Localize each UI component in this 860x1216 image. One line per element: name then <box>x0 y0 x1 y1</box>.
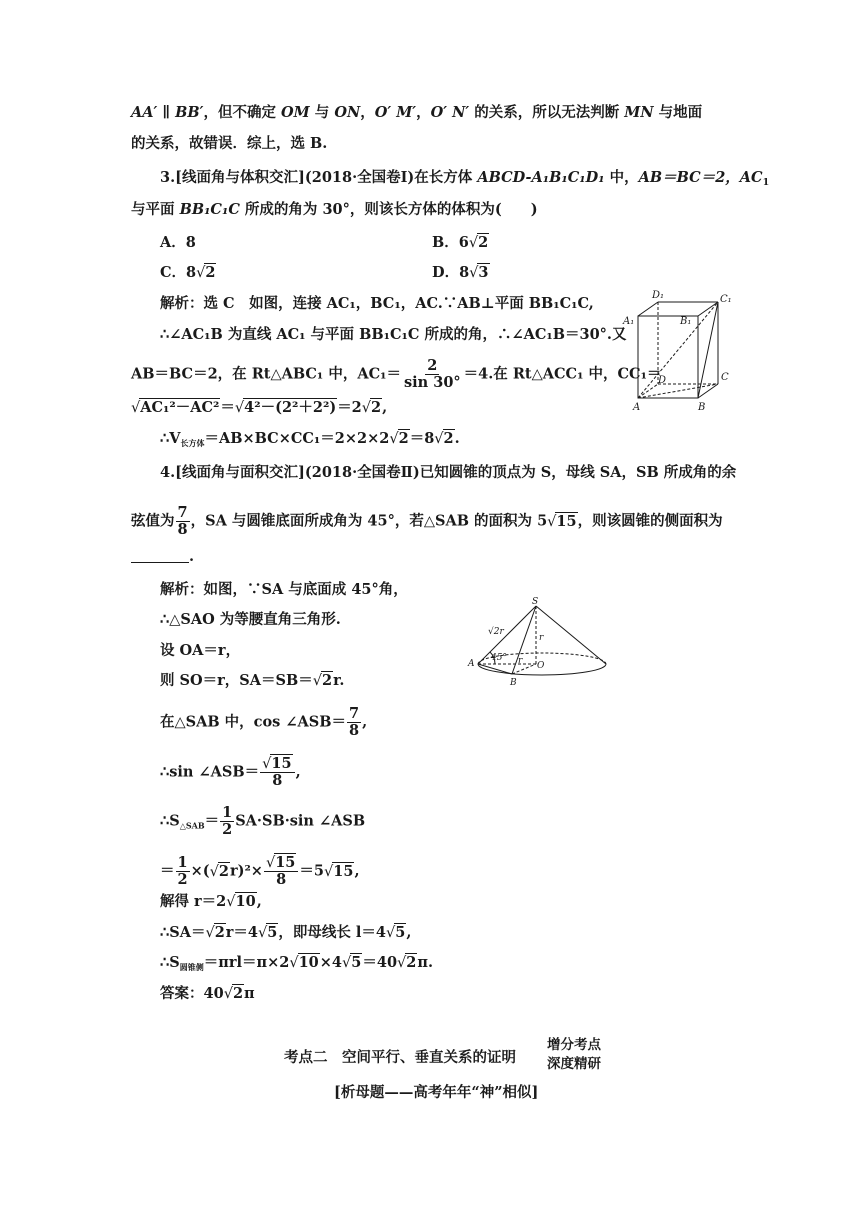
text-line-2: 的关系，故错误．综上，选 B. <box>131 135 328 152</box>
q3-solution-line-4: √ AC₁²－AC²＝√ 4²－(2²＋2²)＝2√ 2, <box>131 398 387 418</box>
label-o: O <box>537 661 545 671</box>
label-b1: B₁ <box>680 316 692 327</box>
chord-ab <box>478 664 512 674</box>
q3-solution-line-3: AB＝BC＝2，在 Rt△ABC₁ 中，AC₁＝ $\frac{2}{\sin 30^\circ}$ ＝4.在 Rt△ACC₁ 中，CC₁＝ <box>131 357 662 391</box>
q4-solution-line-6: ∴sin ∠ASB＝ √ $\frac{15}{8}$ , <box>160 756 301 789</box>
generatrix-right <box>536 606 606 664</box>
subheading: [析母题——高考年年“神”相似] <box>334 1084 539 1101</box>
label-s: S <box>532 597 539 607</box>
q3-solution-line-1: 解析：选 C 如图，连接 AC₁，BC₁，AC.∵AB⊥平面 BB₁C₁C, <box>160 295 594 312</box>
q4-stem-line-2: 弦值为 $\frac{7}{8}$ ，SA 与圆锥底面所成角为 45°，若△SAB 的面积为 5√ 15，则该圆锥的侧面积为 <box>131 505 723 538</box>
edge-b1c1 <box>698 302 718 316</box>
cone-figure <box>466 598 616 688</box>
q4-solution-line-9: 解得 r＝2√ 10, <box>160 892 262 912</box>
q4-answer: 答案：40√ 2π <box>160 984 255 1004</box>
label-d: D <box>658 375 667 386</box>
answer-blank <box>131 548 189 563</box>
q4-solution-line-1: 解析：如图，∵SA 与底面成 45°角， <box>160 581 408 598</box>
q3-option-a: A．8 <box>160 234 196 251</box>
q3-solution-line-5: $\therefore V_{长方体}=AB\times BC\times CC_1=2\times 2\times 2√$ 2＝8√ 2. <box>160 429 460 453</box>
edge-a1d1 <box>638 302 658 316</box>
label-a: A <box>468 659 475 669</box>
q4-solution-line-4: 则 SO＝r，SA＝SB＝√ 2r. <box>160 671 344 691</box>
q3-option-b: B．6√ 2 <box>432 233 489 253</box>
diagonal-ac-hidden <box>638 384 718 398</box>
label-a1: A₁ <box>623 316 635 327</box>
q4-solution-line-7: $\therefore S_{\triangle SAB}=$ $\frac{1}{2}$ SA·SB·sin ∠ASB <box>160 804 366 838</box>
label-r: r <box>539 633 544 643</box>
q3-stem-line-2: 与平面 BB₁C₁C 所成的角为 30°，则该长方体的体积为( ) <box>131 201 538 218</box>
label-c1: C₁ <box>720 294 732 305</box>
cuboid-front-face <box>638 316 698 398</box>
cuboid-figure <box>620 288 730 414</box>
label-b: B <box>698 402 706 413</box>
text-line-1: AA′ ∥ BB′，但不确定 OM 与 ON，O′ M′，O′ N′ 的关系，所以无法判断 MN 与地面 <box>131 104 703 121</box>
q3-option-c: C．8√ 2 <box>160 263 216 283</box>
radius-bo <box>512 664 536 674</box>
label-sqrt2r: √2r <box>488 627 504 637</box>
generatrix-sa <box>478 606 536 664</box>
q4-solution-line-10: ∴SA＝√ 2r＝4√ 5，即母线长 l＝4√ 5, <box>160 923 411 943</box>
label-angle: 45° <box>491 653 507 663</box>
q4-solution-line-5: 在△SAB 中，cos ∠ASB＝ $\frac{7}{8}$ , <box>160 705 368 739</box>
q4-solution-line-3: 设 OA＝r， <box>160 642 241 659</box>
q4-answer-blank-line: . <box>131 547 194 567</box>
label-b: B <box>510 678 517 688</box>
q4-solution-line-2: ∴△SAO 为等腰直角三角形. <box>160 611 341 628</box>
label-c: C <box>721 372 729 383</box>
q4-solution-line-11: $\therefore S_{圆锥侧}=\pi rl=\pi\times 2√$ 10×4√ 5＝40√ 2π. <box>160 953 433 977</box>
section-side-2: 深度精研 <box>547 1056 601 1072</box>
q3-stem-line-1: 3.[线面角与体积交汇](2018·全国卷Ⅰ)在长方体 ABCD-A₁B₁C₁D₁ 中，AB＝BC＝2，$AC_1$ <box>160 169 770 188</box>
q3-solution-line-2: ∴∠AC₁B 为直线 AC₁ 与平面 BB₁C₁C 所成的角，∴∠AC₁B＝30°.又 <box>160 326 627 343</box>
section-title: 考点二 空间平行、垂直关系的证明 <box>284 1050 516 1066</box>
q3-option-d: D．8√ 3 <box>432 263 490 283</box>
label-r2: r <box>518 656 523 666</box>
q4-solution-line-8: ＝ $\frac{1}{2}$ ×(√ 2r)²× √ $\frac{15}{8}$ ＝5√ 15, <box>160 855 360 888</box>
q4-stem-line-1: 4.[线面角与面积交汇](2018·全国卷Ⅱ)已知圆锥的顶点为 S，母线 SA，SB 所成角的余 <box>160 464 737 481</box>
label-a: A <box>633 402 641 413</box>
label-d1: D₁ <box>652 290 665 301</box>
section-side-1: 增分考点 <box>547 1037 601 1053</box>
